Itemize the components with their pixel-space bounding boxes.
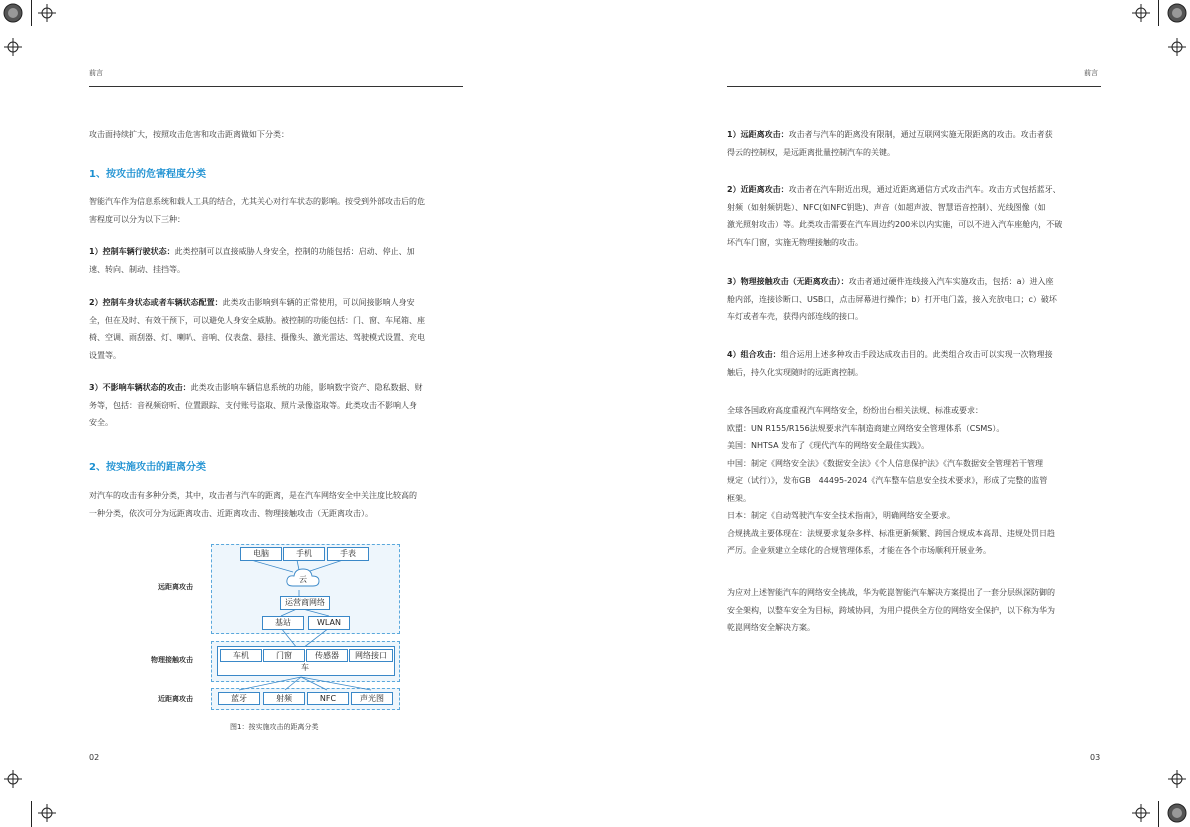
text-line: 欧盟：UN R155/R156法规要求汽车制造商建立网络安全管理体系（CSMS）。: [727, 423, 1005, 433]
paragraph-lead: 2）近距离攻击：: [727, 185, 789, 194]
text-line: 规定（试行）》，发布GB 44495-2024《汽车整车信息安全技术要求》，形成了完整的监管: [727, 476, 1048, 485]
diagram-node-car: 车: [301, 663, 309, 672]
text-line: 椅、空调、雨刮器、灯、喇叭、音响、仪表盘、悬挂、摄像头、激光雷达、驾驶模式设置、充电: [89, 333, 425, 342]
text-line: 攻击者与汽车的距离没有限制，通过互联网实施无限距离的攻击。攻击者获: [788, 130, 1053, 139]
text-line: 射频（如射频钥匙）、NFC(如NFC钥匙)、声音（如超声波、智慧语音控制）、光线图像（如: [727, 202, 1046, 212]
header-rule: [727, 86, 1101, 87]
text-line: 触后，持久化实现随时的远距离控制。: [727, 367, 863, 377]
paragraph-body-control: [89, 294, 469, 364]
paragraph-regulations: [727, 402, 1112, 560]
registration-mark-icon: [1166, 2, 1188, 24]
text-line: 车灯或者车壳，获得内部连线的接口。: [727, 312, 863, 321]
page-number-left: 02: [89, 753, 100, 762]
diagram-node-cloud: 云: [299, 575, 307, 584]
text-line: 一种分类，依次可分为远距离攻击、近距离攻击、物理接触攻击（无距离攻击）。: [89, 508, 373, 518]
text-line: 为应对上述智能汽车的网络安全挑战，华为乾崑智能汽车解决方案提出了一套分层纵深防御的: [727, 588, 1055, 597]
text-line: 对汽车的攻击有多种分类，其中，攻击者与汽车的距离，是在汽车网络安全中关注度比较高的: [89, 491, 417, 500]
diagram-node-sound-light-image: 声光图: [351, 692, 393, 705]
text-line: 合规挑战主要体现在：法规要求复杂多样、标准更新频繁、跨国合规成本高昂、违规处罚日趋: [727, 528, 1055, 538]
text-line: 攻击者在汽车附近出现，通过近距离通信方式攻击汽车。攻击方式包括蓝牙、: [788, 185, 1061, 194]
diagram-node-base-station: 基站: [262, 616, 304, 630]
crop-mark: [1158, 801, 1159, 827]
diagram-node-doors-windows: 门窗: [263, 649, 305, 662]
paragraph-conclusion: [727, 584, 1112, 637]
registration-mark-icon: [2, 2, 24, 24]
paragraph-lead: 2）控制车身状态或者车辆状态配置：: [89, 298, 223, 307]
text-line: 攻击者通过硬件连线接入汽车实施攻击，包括：a）进入座: [848, 277, 1054, 286]
paragraph-lead: 3）不影响车辆状态的攻击：: [89, 383, 191, 392]
diagram-node-network-interface: 网络接口: [349, 649, 393, 662]
crosshair-icon: [1132, 4, 1150, 22]
header-rule: [89, 86, 463, 87]
text-line: 激光照射攻击）等。此类攻击需要在汽车周边约200米以内实施，可以不进入汽车座舱内，不破: [727, 220, 1063, 229]
diagram-node-phone: 手机: [283, 547, 325, 561]
diagram-node-head-unit: 车机: [220, 649, 262, 662]
section-heading-distance: 2、按实施攻击的距离分类: [89, 462, 206, 473]
figure-caption: 图1：按实施攻击的距离分类: [230, 723, 319, 731]
text-line: 组合运用上述多种攻击手段达成攻击目的。此类组合攻击可以实现一次物理接: [780, 350, 1053, 359]
text-line: 务等，包括：音视频窃听、位置跟踪、支付账号盗取、照片录像盗取等。此类攻击不影响人身: [89, 400, 417, 410]
section-heading-hazard: 1、按攻击的危害程度分类: [89, 169, 206, 180]
text-line: 得云的控制权，是远距离批量控制汽车的关键。: [727, 147, 895, 157]
text-line: 乾崑网络安全解决方案。: [727, 623, 815, 632]
zone-label-remote: 远距离攻击: [158, 583, 193, 591]
paragraph-remote-attack: [727, 126, 1107, 161]
paragraph-no-state-impact: [89, 379, 469, 432]
text-line: 此类控制可以直接威胁人身安全，控制的功能包括：启动、停止、加: [174, 247, 415, 256]
page-header-right: 前言: [1084, 69, 1098, 77]
text-line: 速、转向、制动、挂挡等。: [89, 264, 185, 274]
text-line: 设置等。: [89, 350, 121, 360]
diagram-node-rf: 射频: [263, 692, 305, 705]
text-line: 此类攻击影响车辆信息系统的功能，影响数字资产、隐私数据、财: [190, 383, 423, 392]
zone-label-near: 近距离攻击: [158, 695, 193, 703]
diagram-node-sensor: 传感器: [306, 649, 348, 662]
text-line: 安全架构，以整车安全为目标，跨域协同，为用户提供全方位的网络安全保护，以下称为华为: [727, 605, 1055, 615]
paragraph-physical-attack: [727, 273, 1107, 326]
diagram-node-wlan: WLAN: [308, 616, 350, 630]
diagram-node-operator: 运营商网络: [280, 596, 330, 610]
text-line: 框架。: [727, 493, 751, 503]
text-line: 中国：制定《网络安全法》《数据安全法》《个人信息保护法》《汽车数据安全管理若干管理: [727, 458, 1043, 468]
intro-text: 攻击面持续扩大，按照攻击危害和攻击距离做如下分类：: [89, 130, 289, 139]
paragraph-lead: 4）组合攻击：: [727, 350, 781, 359]
crosshair-icon: [4, 38, 22, 56]
text-line: 严厉。企业须建立全球化的合规管理体系，才能在各个市场顺利开展业务。: [727, 546, 991, 555]
diagram-node-watch: 手表: [327, 547, 369, 561]
paragraph-hazard-intro: [89, 193, 469, 228]
paragraph-lead: 1）远距离攻击：: [727, 130, 789, 139]
paragraph-combined-attack: [727, 346, 1107, 381]
text-line: 美国：NHTSA 发布了《现代汽车的网络安全最佳实践》。: [727, 441, 930, 450]
crosshair-icon: [1168, 770, 1186, 788]
page-number-right: 03: [1090, 753, 1101, 762]
paragraph-lead: 1）控制车辆行驶状态：: [89, 247, 175, 256]
text-line: 日本：制定《自动驾驶汽车安全技术指南》，明确网络安全要求。: [727, 511, 955, 520]
crosshair-icon: [38, 4, 56, 22]
diagram-node-nfc: NFC: [307, 692, 349, 705]
crop-mark: [31, 0, 32, 26]
diagram-node-bluetooth: 蓝牙: [218, 692, 260, 705]
page-header-left: 前言: [89, 69, 103, 77]
registration-mark-icon: [1166, 802, 1188, 824]
paragraph-distance: [89, 487, 469, 522]
text-line: 害程度可以分为以下三种：: [89, 214, 185, 224]
text-line: 安全。: [89, 418, 113, 427]
crosshair-icon: [4, 770, 22, 788]
text-line: 此类攻击影响到车辆的正常使用，可以间接影响人身安: [222, 298, 415, 307]
text-line: 坏汽车门窗，实施无物理接触的攻击。: [727, 237, 863, 247]
crop-mark: [1158, 0, 1159, 26]
paragraph-lead: 3）物理接触攻击（无距离攻击）：: [727, 277, 849, 286]
crosshair-icon: [1132, 804, 1150, 822]
paragraph-driving-control: [89, 243, 469, 278]
diagram-node-computer: 电脑: [240, 547, 282, 561]
crosshair-icon: [38, 804, 56, 822]
zone-label-physical: 物理接触攻击: [151, 656, 193, 664]
text-line: 舱内部，连接诊断口、USB口，点击屏幕进行操作；b）打开电门盖，接入充放电口；c）破坏: [727, 294, 1057, 304]
paragraph-near-attack: [727, 181, 1107, 251]
crosshair-icon: [1168, 38, 1186, 56]
text-line: 全，但在及时、有效干预下，可以避免人身安全威胁。被控制的功能包括：门、窗、车尾箱、座: [89, 315, 425, 325]
crop-mark: [31, 801, 32, 827]
text-line: 全球各国政府高度重视汽车网络安全，纷纷出台相关法规、标准或要求：: [727, 406, 983, 415]
text-line: 智能汽车作为信息系统和载人工具的结合，尤其关心对行车状态的影响。按受到外部攻击后的危: [89, 197, 425, 206]
